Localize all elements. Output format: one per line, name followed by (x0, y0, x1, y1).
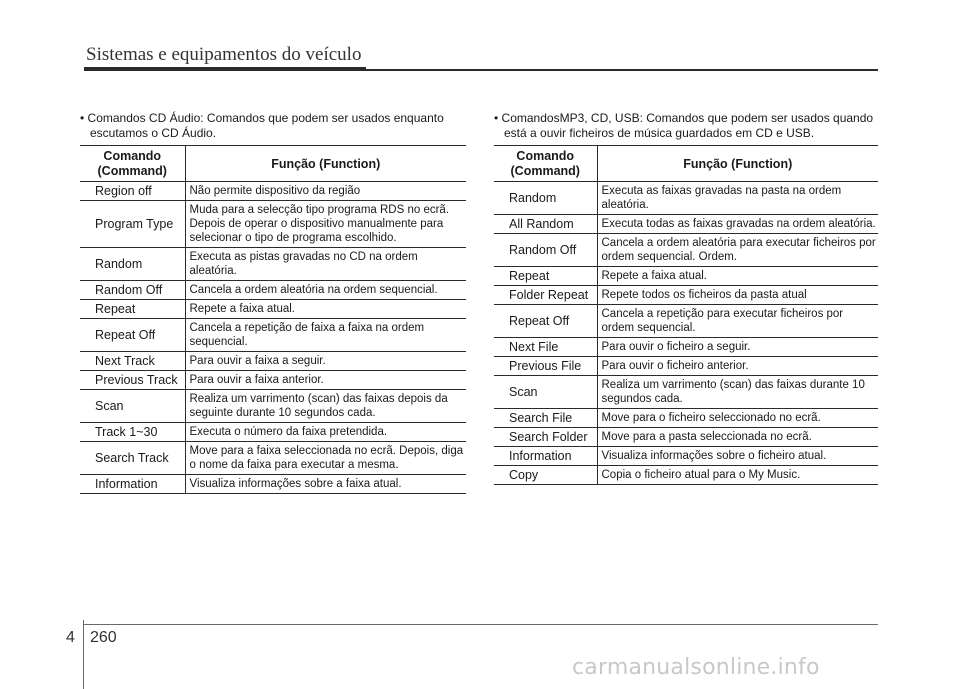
function-cell: Repete a faixa atual. (185, 300, 466, 319)
command-cell: Information (494, 447, 597, 466)
command-cell: Repeat (80, 300, 185, 319)
command-cell: Previous File (494, 357, 597, 376)
table-row (80, 201, 466, 248)
table-row (80, 300, 466, 319)
column-header-function: Função (Function) (597, 146, 878, 182)
cd-audio-commands-table (80, 145, 466, 494)
function-cell: Executa as faixas gravadas na pasta na ordem aleatória. (597, 182, 878, 215)
function-cell: Para ouvir o ficheiro anterior. (597, 357, 878, 376)
cd-audio-commands-section (80, 111, 466, 494)
function-cell: Cancela a ordem aleatória na ordem sequencial. (185, 281, 466, 300)
table-row (494, 267, 878, 286)
command-cell: Program Type (80, 201, 185, 248)
function-cell: Cancela a repetição de faixa a faixa na ordem sequencial. (185, 319, 466, 352)
mp3-cd-usb-intro: • ComandosMP3, CD, USB: Comandos que podem ser usados quando está a ouvir ficheiros de música guardados em CD e USB. (494, 111, 874, 140)
command-cell: Repeat (494, 267, 597, 286)
command-cell: Search Track (80, 442, 185, 475)
function-cell: Realiza um varrimento (scan) das faixas depois da seguinte durante 10 segundos cada. (185, 390, 466, 423)
function-cell: Cancela a ordem aleatória para executar ficheiros por ordem sequencial. Ordem. (597, 234, 878, 267)
table-header-row (80, 146, 466, 182)
function-cell: Realiza um varrimento (scan) das faixas durante 10 segundos cada. (597, 376, 878, 409)
table-row (80, 248, 466, 281)
table-row (80, 475, 466, 494)
footer-divider (83, 620, 84, 689)
command-cell: Track 1~30 (80, 423, 185, 442)
header-rule-thin (366, 69, 878, 71)
mp3-cd-usb-commands-section (494, 111, 878, 485)
column-header-command: Comando (Command) (494, 146, 597, 182)
table-row (80, 182, 466, 201)
column-header-function: Função (Function) (185, 146, 466, 182)
command-cell: Search Folder (494, 428, 597, 447)
table-row (494, 182, 878, 215)
function-cell: Repete a faixa atual. (597, 267, 878, 286)
table-row (80, 319, 466, 352)
table-row (494, 286, 878, 305)
table-row (80, 390, 466, 423)
cd-audio-table-body (80, 182, 466, 494)
function-cell: Muda para a selecção tipo programa RDS no ecrã. Depois de operar o dispositivo manualmente para selecionar o tipo de programa escolhido. (185, 201, 466, 248)
table-row (80, 442, 466, 475)
command-cell: Region off (80, 182, 185, 201)
function-cell: Para ouvir o ficheiro a seguir. (597, 338, 878, 357)
mp3-cd-usb-table-body (494, 182, 878, 485)
command-cell: Random (80, 248, 185, 281)
table-row (494, 215, 878, 234)
command-cell: Information (80, 475, 185, 494)
table-row (494, 409, 878, 428)
page-number: 260 (90, 629, 117, 646)
table-row (494, 234, 878, 267)
table-header-row (494, 146, 878, 182)
function-cell: Executa as pistas gravadas no CD na ordem aleatória. (185, 248, 466, 281)
footer-rule (84, 624, 878, 625)
table-row (80, 281, 466, 300)
function-cell: Cancela a repetição para executar ficheiros por ordem sequencial. (597, 305, 878, 338)
function-cell: Copia o ficheiro atual para o My Music. (597, 466, 878, 485)
command-cell: Random Off (80, 281, 185, 300)
function-cell: Visualiza informações sobre a faixa atual. (185, 475, 466, 494)
table-row (494, 428, 878, 447)
command-cell: Search File (494, 409, 597, 428)
page-header-title: Sistemas e equipamentos do veículo (86, 44, 362, 65)
function-cell: Executa o número da faixa pretendida. (185, 423, 466, 442)
function-cell: Executa todas as faixas gravadas na ordem aleatória. (597, 215, 878, 234)
function-cell: Move para a faixa seleccionada no ecrã. Depois, diga o nome da faixa para executar a mesma. (185, 442, 466, 475)
header-rule-thick (84, 67, 366, 71)
column-header-command: Comando (Command) (80, 146, 185, 182)
command-cell: Random Off (494, 234, 597, 267)
table-row (494, 357, 878, 376)
cd-audio-intro: • Comandos CD Áudio: Comandos que podem ser usados enquanto escutamos o CD Áudio. (80, 111, 444, 140)
command-cell: Next Track (80, 352, 185, 371)
table-row (80, 371, 466, 390)
command-cell: Copy (494, 466, 597, 485)
watermark: carmanualsonline.info (572, 655, 820, 680)
function-cell: Para ouvir a faixa anterior. (185, 371, 466, 390)
chapter-number: 4 (66, 629, 75, 646)
table-row (494, 305, 878, 338)
table-row (494, 338, 878, 357)
function-cell: Repete todos os ficheiros da pasta atual (597, 286, 878, 305)
command-cell: Folder Repeat (494, 286, 597, 305)
table-row (494, 376, 878, 409)
function-cell: Move para a pasta seleccionada no ecrã. (597, 428, 878, 447)
table-row (494, 466, 878, 485)
command-cell: All Random (494, 215, 597, 234)
command-cell: Next File (494, 338, 597, 357)
function-cell: Para ouvir a faixa a seguir. (185, 352, 466, 371)
function-cell: Visualiza informações sobre o ficheiro atual. (597, 447, 878, 466)
function-cell: Não permite dispositivo da região (185, 182, 466, 201)
table-row (80, 352, 466, 371)
command-cell: Random (494, 182, 597, 215)
mp3-cd-usb-commands-table (494, 145, 878, 485)
function-cell: Move para o ficheiro seleccionado no ecrã. (597, 409, 878, 428)
command-cell: Repeat Off (80, 319, 185, 352)
command-cell: Previous Track (80, 371, 185, 390)
command-cell: Scan (494, 376, 597, 409)
table-row (494, 447, 878, 466)
command-cell: Scan (80, 390, 185, 423)
command-cell: Repeat Off (494, 305, 597, 338)
table-row (80, 423, 466, 442)
